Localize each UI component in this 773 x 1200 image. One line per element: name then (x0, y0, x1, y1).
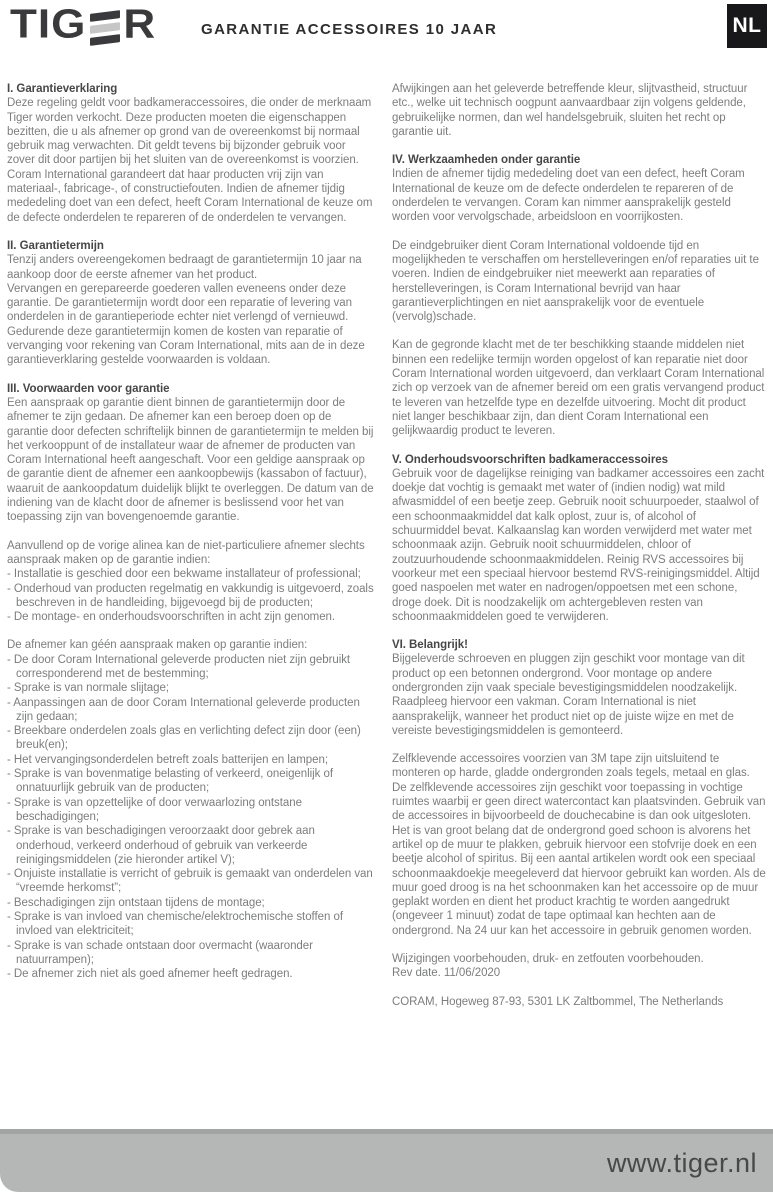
list-item: - Beschadigingen zijn ontstaan tijdens de montage; (7, 896, 265, 909)
list-item: - Sprake is van bovenmatige belasting of verkeerd, oneigenlijk of onnatuurlijk gebruik van de producten; (7, 768, 333, 795)
logo-bar-top (90, 10, 120, 22)
logo-bar-middle (90, 22, 120, 34)
section-2-paragraph: Gedurende deze garantietermijn komen de kosten van reparatie of vervanging voor rekening van Coram International, mits aan de in deze garantieverklaring gestelde voorwaarden is voldaan. (7, 325, 365, 367)
section-5-body: Gebruik voor de dagelijkse reiniging van badkamer accessoires een zacht doekje dat vochtig is gemaakt met water of (indien nodig) wat mild afwasmiddel of een beetje zeep. Gebruik nooit schuurpoeder, staalwol of een schoonmaakmiddel dat kalk oplost, zuur is, of alcohol of schuurmiddel bevat. Kalkaanslag kan worden verwijderd met water met schoonmaak azijn. Gebruik nooit schuurmiddelen, chloor of zoutzuurhoudende schoonmaakmiddelen. Reinig RVS accessoires bij voorkeur met een speciaal hiervoor bestemd RVS-reinigingsmiddel. Altijd goed naspoelen met water en nadrogen/oppoetsen met een schone, droge doek. Dit is noodzakelijk om achtergebleven resten van schoonmaakmiddelen goed te verwijderen. (392, 467, 765, 623)
section-6-paragraph: Zelfklevende accessoires voorzien van 3M tape zijn uitsluitend te monteren op harde, gladde ondergronden zoals tegels, metaal en glas. De zelfklevende accessoires zijn geschikt voor toepassing in vochtige ruimtes waarbij er geen direct watercontact kan plaatsvinden. Gebruik van de accessoires in bijvoorbeeld de douchecabine is dan ook uitgesloten. Het is van groot belang dat de ondergrond goed schoon is alvorens het artikel op de muur te plakken, gebruik hiervoor een stofvrije doek en een beetje alcohol of spiritus. Bij een aantal artikelen wordt ook een speciaal schoonmaakdoekje meegeleverd dat hiervoor gebruikt kan worden. Als de muur goed droog is na het schoonmaken kan het accessoire op de muur geplakt worden en dient het product krachtig te worden aangedrukt (ongeveer 1 minuut) zodat de tape optimaal kan hechten aan de ondergrond. Na 24 uur kan het accessoire in gebruik genomen worden. (392, 753, 766, 937)
list-item: - Het vervangingsonderdelen betreft zoals batterijen en lampen; (7, 753, 328, 766)
no-claim-conditions-list (7, 653, 374, 982)
list-item: - Sprake is van opzettelijke of door verwaarlozing ontstane beschadigingen; (7, 796, 302, 823)
company-address: CORAM, Hogeweg 87-93, 5301 LK Zaltbommel, The Netherlands (392, 995, 724, 1008)
section-6-title: VI. Belangrijk! (392, 639, 468, 652)
revision-date: Rev date. 11/06/2020 (392, 967, 501, 980)
claim-conditions-intro: Aanvullend op de vorige alinea kan de niet-particuliere afnemer slechts aanspraak maken op de garantie indien: (7, 539, 365, 566)
section-5-title: V. Onderhoudsvoorschriften badkameraccessoires (392, 453, 668, 466)
tiger-logo-letters-left: TIG (10, 1, 87, 47)
website-link[interactable]: www.tiger.nl (606, 1147, 757, 1178)
tiger-logo (10, 1, 157, 50)
no-claim-intro: De afnemer kan géén aanspraak maken op garantie indien: (7, 639, 308, 652)
list-item: - De montage- en onderhoudsvoorschriften in acht zijn genomen. (7, 611, 336, 624)
list-item: - Breekbare onderdelen zoals glas en verlichting defect zijn door (een) breuk(en); (7, 725, 361, 752)
list-item: - Sprake is van schade ontstaan door overmacht (waaronder natuurrampen); (7, 939, 313, 966)
section-4-paragraph: De eindgebruiker dient Coram International voldoende tijd en mogelijkheden te verschaffen om herstelleveringen en/of reparaties uit te voeren. Indien de eindgebruiker niet meewerkt aan reparaties of herstelleveringen, is Coram International bevrijd van haar garantieverplichtingen en niet aansprakelijk voor de eventuele (vervolg)schade. (392, 239, 759, 324)
logo-bar-bottom (90, 34, 120, 46)
list-item: - Sprake is van invloed van chemische/elektrochemische stoffen of invloed van elektriciteit; (7, 911, 343, 938)
section-4-paragraph: Indien de afnemer tijdig mededeling doet van een defect, heeft Coram International de keuze om de defecte onderdelen te repareren of de onderdelen te vervangen. Coram kan nimmer aansprakelijk gesteld worden voor vervolgschade, arbeidsloon en voorrijkosten. (392, 168, 745, 224)
section-3-paragraph: Een aanspraak op garantie dient binnen de garantietermijn door de afnemer te zijn gedaan. De afnemer kan een beroep doen op de garantie door defecten schriftelijk binnen de garantietermijn te melden bij het verkooppunt of de installateur waar de afnemer de producten van Coram International heeft aangeschaft. Voor een geldige aanspraak op de garantie dient de afnemer een aankoopbewijs (kassabon of factuur), waaruit de aankoopdatum duidelijk blijkt te overleggen. De datum van de indiening van de klacht door de afnemer is beslissend voor het van toepassing zijn van bovengenoemde garantie. (7, 396, 374, 524)
disclaimer-line: Wijzigingen voorbehouden, druk- en zetfouten voorbehouden. (392, 953, 704, 966)
right-column (392, 82, 766, 1009)
left-column (7, 82, 374, 1009)
claim-conditions-list (7, 567, 374, 624)
footer-bar (0, 1134, 773, 1192)
page-title: GARANTIE ACCESSOIRES 10 JAAR (201, 21, 498, 38)
list-item: - Onjuiste installatie is verricht of gebruik is gemaakt van onderdelen van “vreemde herkomst”; (7, 868, 373, 895)
list-item: - De afnemer zich niet als goed afnemer heeft gedragen. (7, 968, 293, 981)
language-badge: NL (727, 4, 767, 48)
list-item: - Installatie is geschied door een bekwame installateur of professional; (7, 568, 361, 581)
section-3-title: III. Voorwaarden voor garantie (7, 382, 170, 395)
tiger-logo-e-icon (90, 12, 120, 44)
list-item: - De door Coram International geleverde producten niet zijn gebruikt corresponderend met de bestemming; (7, 653, 351, 680)
section-2-title: II. Garantietermijn (7, 239, 104, 252)
section-4-title: IV. Werkzaamheden onder garantie (392, 154, 581, 167)
section-4-paragraph: Kan de gegronde klacht met de ter beschikking staande middelen niet binnen een redelijke termijn worden opgelost of kan reparatie niet door Coram International worden uitgevoerd, dan verklaart Coram International zich op verzoek van de afnemer bereid om een gratis vervangend product te leveren van hetzelfde type en dezelfde uitvoering. Mocht dit product niet langer beschikbaar zijn, dan dient Coram International een gelijkwaardig product te leveren. (392, 339, 765, 438)
list-item: - Sprake is van beschadigingen veroorzaakt door gebrek aan onderhoud, verkeerd onderhoud of gebruik van verkeerde reinigingsmiddelen (zie hieronder artikel V); (7, 825, 315, 866)
deviations-paragraph: Afwijkingen aan het geleverde betreffende kleur, slijtvastheid, structuur etc., welke uit technisch oogpunt aanvaardbaar zijn volgens geldende, gebruikelijke normen, dan wel handelsgebruik, sluiten het recht op garantie uit. (392, 83, 748, 138)
list-item: - Onderhoud van producten regelmatig en vakkundig is uitgevoerd, zoals beschreven in de handleiding, bijgevoegd bij de producten; (7, 582, 374, 609)
document-columns (7, 82, 766, 1009)
section-6-paragraph: Bijgeleverde schroeven en pluggen zijn geschikt voor montage van dit product op een betonnen ondergrond. Voor montage op andere ondergronden zijn vaak speciale bevestigingsmiddelen noodzakelijk. Raadpleeg hiervoor een vakman. Coram International is niet aansprakelijk, wanneer het product niet op de juiste wijze en met de vereiste bevestigingsmiddelen is gemonteerd. (392, 653, 745, 737)
list-item: - Aanpassingen aan de door Coram International geleverde producten zijn gedaan; (7, 696, 360, 723)
section-2-paragraph: Vervangen en gerepareerde goederen vallen eveneens onder deze garantie. De garantietermijn wordt door een reparatie of levering van onderdelen in de garantieperiode echter niet verlengd of vernieuwd. (7, 282, 352, 324)
section-2-paragraph: Tenzij anders overeengekomen bedraagt de garantietermijn 10 jaar na aankoop door de eerste afnemer van het product. (7, 254, 362, 281)
tiger-logo-letters-right: R (123, 1, 157, 47)
section-1-title: I. Garantieverklaring (7, 83, 118, 95)
section-1-body: Deze regeling geldt voor badkameraccessoires, die onder de merknaam Tiger worden verkocht. Deze producten moeten die eigenschappen bezitten, die u als afnemer op grond van de overeenkomst bij normaal gebruik mag verwachten. Dit geldt tevens bij bijzonder gebruik voor zover dit door partijen bij het sluiten van de overeenkomst is voorzien. Coram International garandeert dat haar producten vrij zijn van materiaal-, fabricage-, of constructiefouten. Indien de afnemer tijdig mededeling doet van een defect, heeft Coram International de keuze om de defecte onderdelen te repareren of de onderdelen te vervangen. (7, 97, 373, 224)
list-item: - Sprake is van normale slijtage; (7, 682, 169, 695)
